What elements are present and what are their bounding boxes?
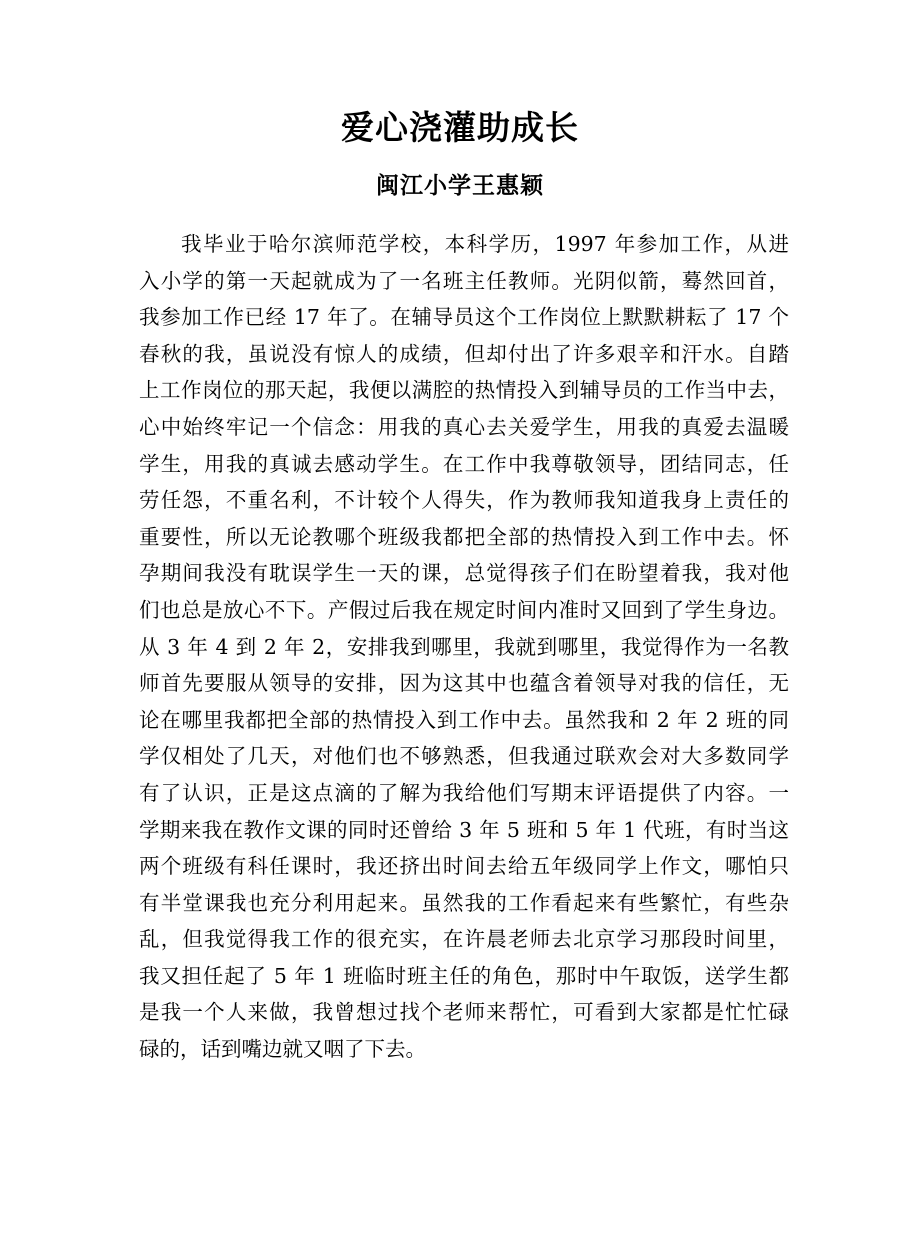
paragraph-line: 师首先要服从领导的安排，因为这其中也蕴含着领导对我的信任，无: [139, 671, 789, 696]
paragraph-line: 我毕业于哈尔滨师范学校，本科学历，1997 年参加工作，从进: [181, 232, 789, 256]
paragraph-line: 重要性，所以无论教哪个班级我都把全部的热情投入到工作中去。怀: [139, 524, 789, 549]
body-paragraph: [139, 226, 789, 1068]
paragraph-line: 有半堂课我也充分利用起来。虽然我的工作看起来有些繁忙，有些杂: [139, 890, 789, 915]
paragraph-line: 我又担任起了 5 年 1 班临时班主任的角色，那时中午取饭，送学生都: [139, 963, 789, 988]
paragraph-line: 论在哪里我都把全部的热情投入到工作中去。虽然我和 2 年 2 班的同: [139, 707, 789, 732]
paragraph-line: 碌的，话到嘴边就又咽了下去。: [139, 1037, 426, 1062]
paragraph-line: 两个班级有科任课时，我还挤出时间去给五年级同学上作文，哪怕只: [139, 854, 789, 879]
document-author: 闽江小学王惠颖: [376, 172, 544, 199]
paragraph-line: 我参加工作已经 17 年了。在辅导员这个工作岗位上默默耕耘了 17 个: [139, 305, 789, 330]
paragraph-line: 们也总是放心不下。产假过后我在规定时间内准时又回到了学生身边。: [139, 597, 789, 622]
paragraph-line: 从 3 年 4 到 2 年 2，安排我到哪里，我就到哪里，我觉得作为一名教: [139, 634, 789, 659]
paragraph-line: 孕期间我没有耽误学生一天的课，总觉得孩子们在盼望着我，我对他: [139, 561, 789, 586]
paragraph-line: 春秋的我，虽说没有惊人的成绩，但却付出了许多艰辛和汗水。自踏: [139, 341, 789, 366]
paragraph-line: 上工作岗位的那天起，我便以满腔的热情投入到辅导员的工作当中去，: [139, 378, 789, 403]
paragraph-line: 劳任怨，不重名利，不计较个人得失，作为教师我知道我身上责任的: [139, 488, 789, 513]
paragraph-line: 入小学的第一天起就成为了一名班主任教师。光阴似箭，蓦然回首，: [139, 268, 789, 293]
paragraph-line: 有了认识，正是这点滴的了解为我给他们写期末评语提供了内容。一: [139, 780, 789, 805]
document-title: 爱心浇灌助成长: [341, 108, 579, 147]
paragraph-line: 心中始终牢记一个信念：用我的真心去关爱学生，用我的真爱去温暖: [139, 414, 789, 439]
paragraph-line: 学生，用我的真诚去感动学生。在工作中我尊敬领导，团结同志，任: [139, 451, 789, 476]
paragraph-line: 学期来我在教作文课的同时还曾给 3 年 5 班和 5 年 1 代班，有时当这: [139, 817, 789, 842]
paragraph-line: 是我一个人来做，我曾想过找个老师来帮忙，可看到大家都是忙忙碌: [139, 1000, 789, 1025]
paragraph-line: 学仅相处了几天，对他们也不够熟悉，但我通过联欢会对大多数同学: [139, 744, 789, 769]
paragraph-line: 乱，但我觉得我工作的很充实，在许晨老师去北京学习那段时间里，: [139, 927, 789, 952]
